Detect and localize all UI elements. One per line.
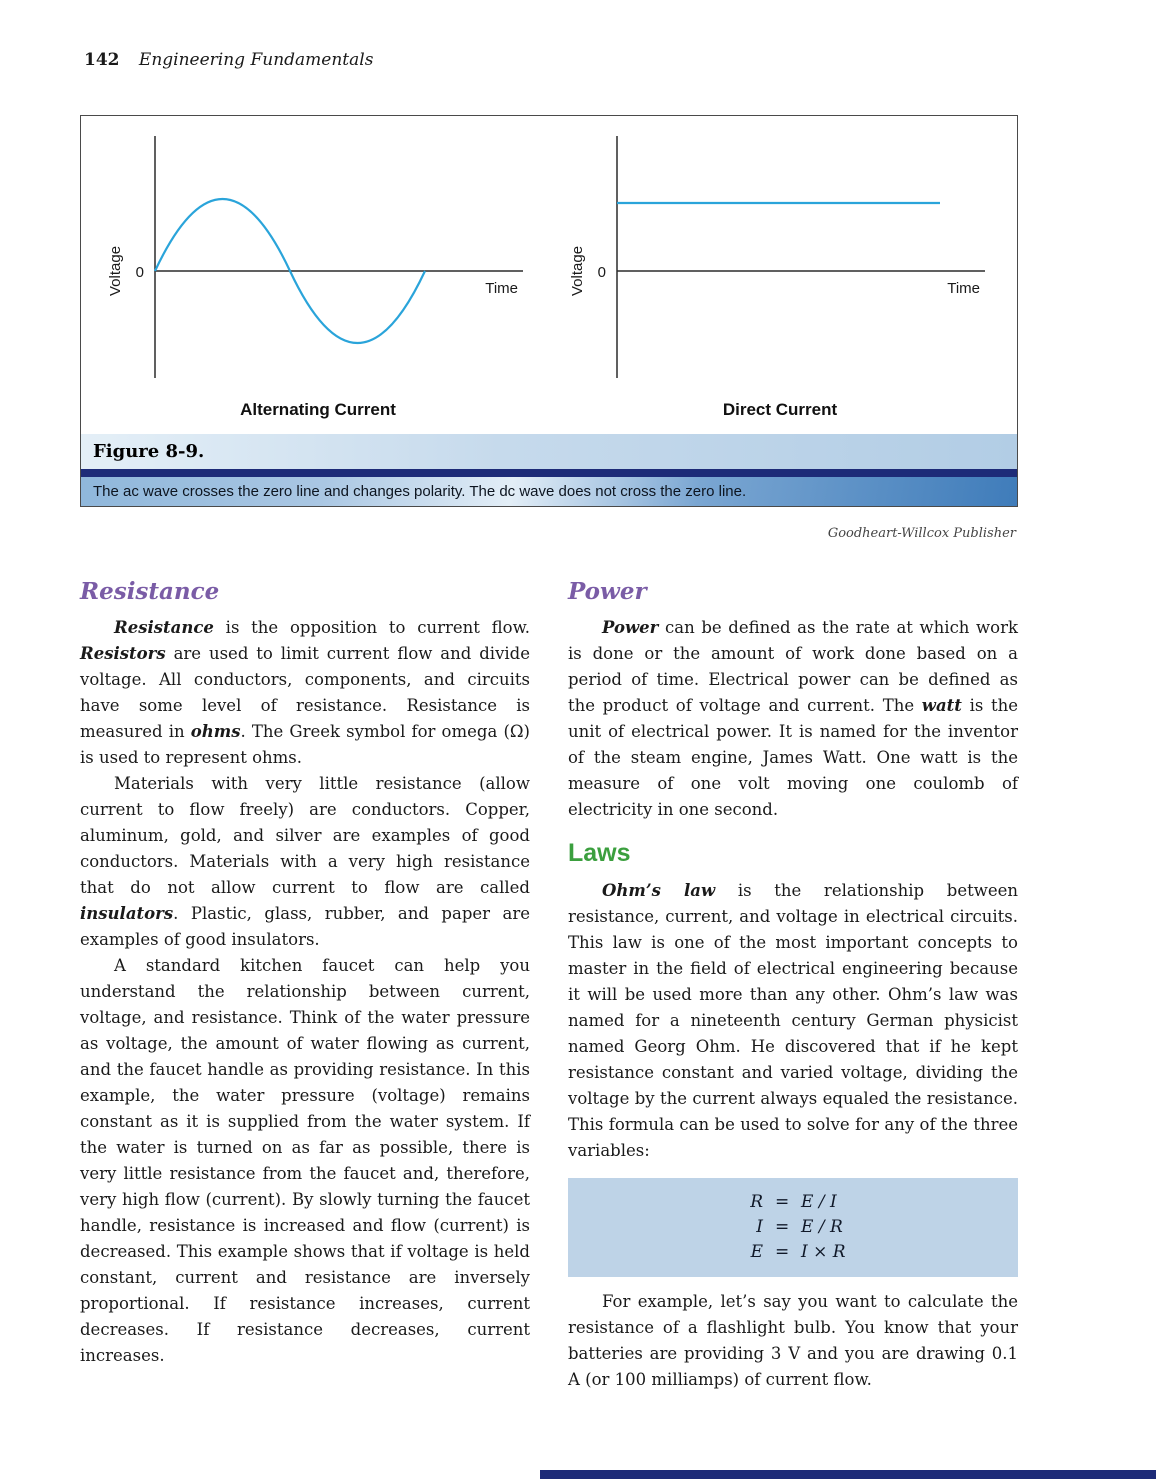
y-axis-label: Voltage xyxy=(107,245,124,297)
ac-chart-title: Alternating Current xyxy=(240,400,396,419)
page-header xyxy=(84,50,373,70)
laws-paragraphs xyxy=(568,878,1018,1164)
right-column xyxy=(568,578,1018,1393)
book-title: Engineering Fundamentals xyxy=(138,50,374,70)
page-number: 142 xyxy=(84,50,120,70)
paragraph: Materials with very little resistance (allow current to flow freely) are conductors. Copper, aluminum, gold, and silver are examples of good conductors. Materials with a very high resistance that do not allow current to flow are called insulators. Plastic, glass, rubber, and paper are examples of good insulators. xyxy=(80,774,530,949)
page-bottom-stripe xyxy=(540,1470,1156,1479)
power-heading: Power xyxy=(568,578,647,605)
ac-chart xyxy=(87,128,549,434)
dc-waveform-graph xyxy=(549,128,1011,394)
paragraph: A standard kitchen faucet can help you understand the relationship between current, voltage, and resistance. Think of the water pressure as voltage, the amount of water flowing as current, and the faucet handle as providing resistance. In this example, the water pressure (voltage) remains constant as it is supplied from the water system. If the water is turned on as far as possible, there is very little resistance from the faucet and, therefore, very high flow (current). By slowly turning the faucet handle, resistance is increased and flow (current) is decreased. This example shows that if voltage is held constant, current and resistance are inversely proportional. If resistance increases, current decreases. If resistance decreases, current increases. xyxy=(80,956,530,1365)
figure-label: Figure 8-9. xyxy=(93,441,205,462)
power-paragraphs xyxy=(568,615,1018,823)
resistance-paragraphs xyxy=(80,615,530,1369)
paragraph: Resistance is the opposition to current flow. Resistors are used to limit current flow and divide voltage. All conductors, components, and circuits have some level of resistance. Resistance is measured in ohms. The Greek symbol for omega (Ω) is used to represent ohms. xyxy=(80,618,530,767)
x-axis-label: Time xyxy=(947,280,980,297)
figure-label-bar xyxy=(81,434,1017,469)
y-axis-label: Voltage xyxy=(569,245,586,297)
figure-charts xyxy=(81,116,1017,434)
laws-heading: Laws xyxy=(568,839,631,867)
formula-row: I = E / R xyxy=(756,1217,843,1237)
paragraph: For example, let’s say you want to calculate the resistance of a flashlight bulb. You know that your batteries are providing 3 V and you are drawing 0.1 A (or 100 milliamps) of current flow. xyxy=(568,1292,1018,1389)
dc-chart-title: Direct Current xyxy=(722,400,838,419)
formula-row: E = I × R xyxy=(750,1242,846,1262)
paragraph: Ohm’s law is the relationship between resistance, current, and voltage in electrical circuits. This law is one of the most important concepts to master in the field of electrical engineering because it will be used more than any other. Ohm’s law was named for a nineteenth century German physicist named Georg Ohm. He discovered that if he kept resistance constant and varied voltage, dividing the voltage by the current always equaled the resistance. This formula can be used to solve for any of the three variables: xyxy=(568,881,1018,1160)
dc-chart xyxy=(549,128,1011,434)
paragraph: Power can be defined as the rate at which work is done or the amount of work done based on a period of time. Electrical power can be defined as the product of voltage and current. The watt is the unit of electrical power. It is named for the inventor of the steam engine, James Watt. One watt is the measure of one volt moving one coulomb of electricity in one second. xyxy=(568,618,1018,819)
ohms-law-formula-box xyxy=(568,1178,1018,1277)
figure-caption: The ac wave crosses the zero line and changes polarity. The dc wave does not cross the zero line. xyxy=(93,483,747,500)
publisher-credit: Goodheart-Willcox Publisher xyxy=(827,526,1016,541)
resistance-heading: Resistance xyxy=(80,578,220,605)
example-paragraphs xyxy=(568,1289,1018,1393)
figure-caption-bar xyxy=(81,477,1017,506)
origin-label: 0 xyxy=(135,264,144,281)
formula-row: R = E / I xyxy=(750,1192,837,1212)
x-axis-label: Time xyxy=(485,280,518,297)
body-columns xyxy=(80,578,1018,1393)
figure-divider-stripe xyxy=(81,469,1017,477)
origin-label: 0 xyxy=(597,264,606,281)
left-column xyxy=(80,578,530,1393)
ac-waveform-graph xyxy=(87,128,549,394)
figure-8-9 xyxy=(80,115,1018,507)
